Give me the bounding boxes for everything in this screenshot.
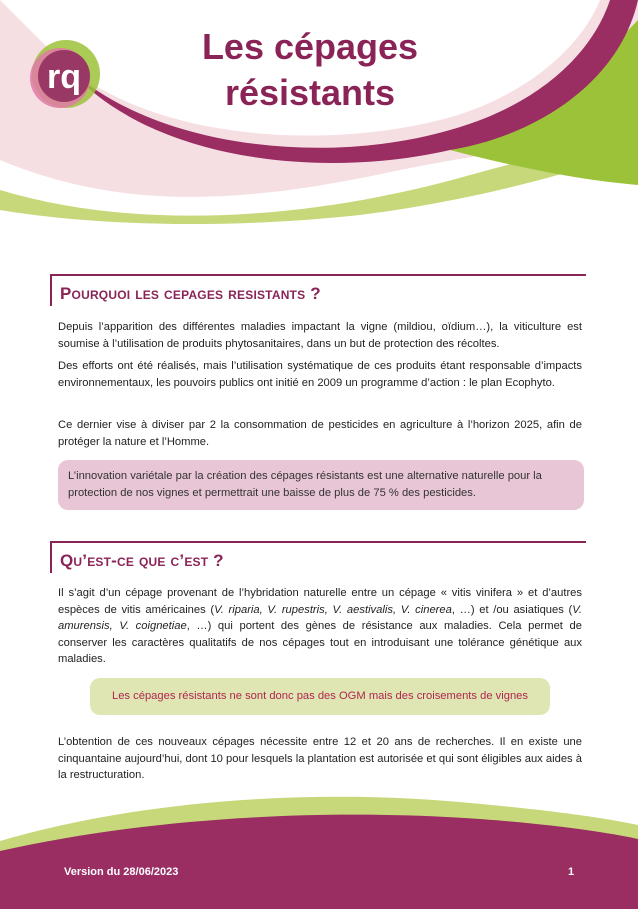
rq-logo-icon [24, 36, 104, 116]
section-2-text-b: , …) et /ou asiatiques ( [451, 603, 573, 616]
section-2-callout: Les cépages résistants ne sont donc pas des OGM mais des croisements de vignes [90, 678, 550, 715]
page-title [160, 24, 460, 116]
section-1-paragraph-3: Ce dernier vise à diviser par 2 la consommation de pesticides en agriculture à l’horizon 2025, afin de protéger la nature et l’Homme. [58, 419, 582, 448]
section-1-paragraph-2: Des efforts ont été réalisés, mais l’utilisation systématique de ces produits étant responsable d’impacts environnementaux, les pouvoirs publics ont initié en 2009 un programme d’action : le plan Ecophyto. [58, 360, 582, 389]
section-2-heading: Qu’est-ce que c’est ? [60, 551, 224, 570]
logo-letters: rq [47, 58, 81, 96]
section-1-header [50, 274, 586, 306]
species-list-american: V. riparia, V. rupestris, V. aestivalis, V. cinerea [214, 603, 452, 616]
footer-version: Version du 28/06/2023 [64, 866, 179, 878]
title-line-2: résistants [224, 72, 396, 113]
section-2-header [50, 541, 586, 573]
section-2-text-c: , …) qui portent des gènes de résistance aux maladies. Cela permet de conserver les caractères qualitatifs de nos cépages tout en introduisant une tolérance génétique aux maladies. [58, 620, 582, 666]
section-2-text-a: Il s’agit d’un cépage provenant de l’hybridation naturelle entre un cépage « vitis vinifera » et d’autres espèces de vitis américaines ( [58, 587, 582, 616]
section-2-paragraph-1 [58, 585, 582, 668]
section-2-paragraph-2: L’obtention de ces nouveaux cépages nécessite entre 12 et 20 ans de recherches. Il en existe une cinquantaine aujourd’hui, dont 10 pour lesquels la plantation est autorisée et qui sont éligibles aux aides à la restructuration. [58, 736, 582, 782]
title-line-1: Les cépages [201, 26, 419, 67]
species-list-asian: V. amurensis, V. coignetiae [58, 603, 582, 633]
section-1-paragraph-1: Depuis l’apparition des différentes maladies impactant la vigne (mildiou, oïdium…), la viticulture est soumise à l’utilisation de produits phytosanitaires, dans un but de protection des récoltes. [58, 321, 582, 350]
footer-page-number: 1 [568, 866, 575, 878]
section-1-callout: L’innovation variétale par la création des cépages résistants est une alternative naturelle pour la protection de nos vignes et permettrait une baisse de plus de 75 % des pesticides. [58, 460, 584, 510]
footer-decoration [0, 789, 638, 909]
section-1-heading: Pourquoi les cepages resistants ? [60, 284, 321, 303]
